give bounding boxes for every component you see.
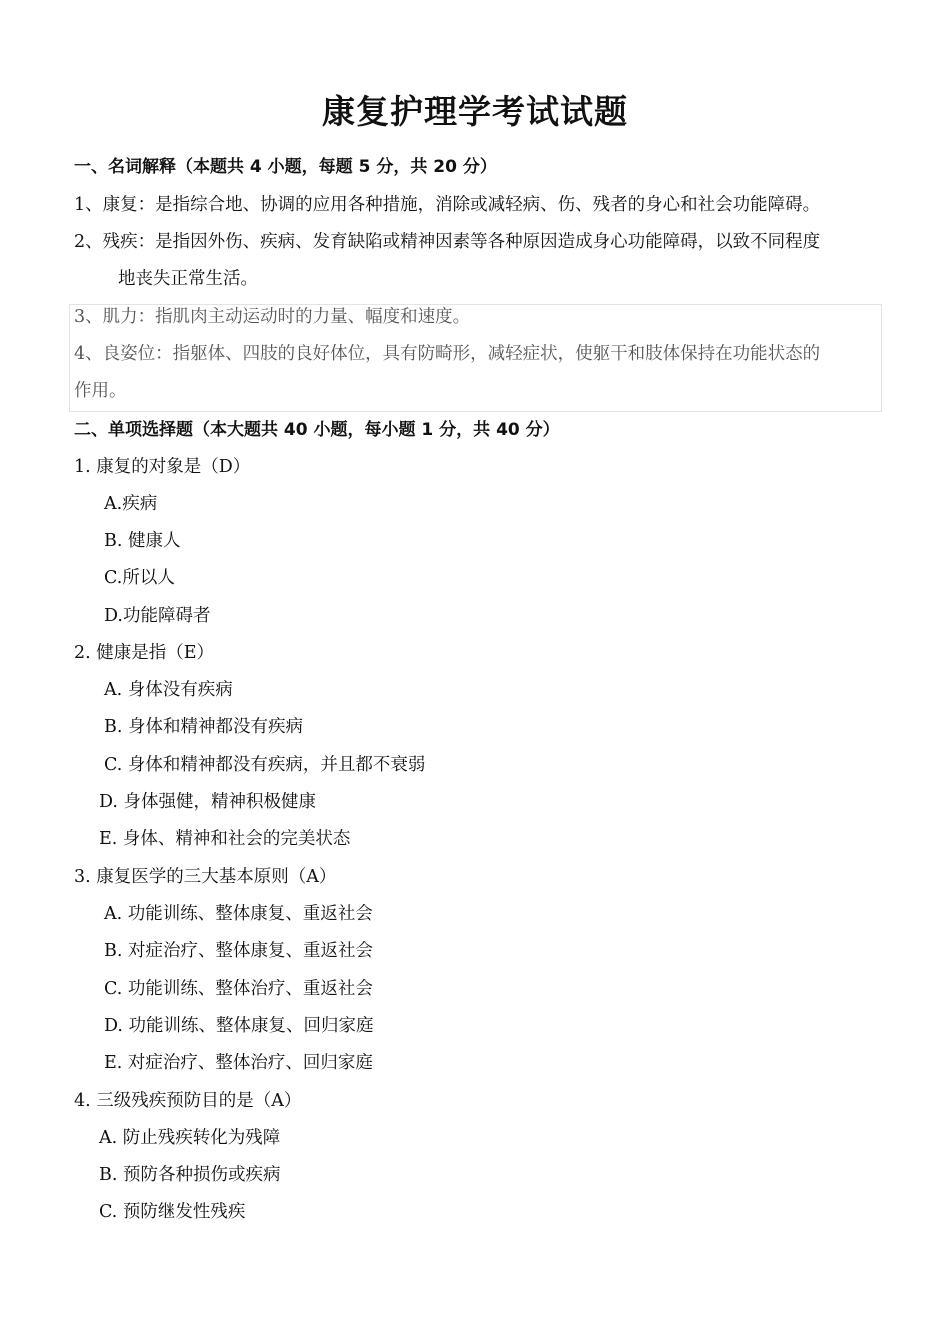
question-option: D. 身体强健，精神积极健康	[99, 792, 317, 812]
section-heading-choice: 二、单项选择题（本大题共 40 小题，每小题 1 分，共 40 分）	[74, 420, 560, 440]
question-option: B. 身体和精神都没有疾病	[104, 717, 303, 737]
definition-item-continuation: 地丧失正常生活。	[118, 269, 258, 289]
definition-item: 4、良姿位：指躯体、四肢的良好体位，具有防畸形，减轻症状，使躯干和肢体保持在功能状态的	[74, 344, 821, 364]
question-option: B. 健康人	[104, 531, 181, 551]
section-heading-definitions: 一、名词解释（本题共 4 小题，每题 5 分，共 20 分）	[74, 157, 497, 177]
question-option: B. 预防各种损伤或疾病	[99, 1165, 281, 1185]
question-option: A.疾病	[104, 494, 158, 514]
definition-item-continuation: 作用。	[74, 381, 127, 401]
question-option: A. 身体没有疾病	[104, 680, 233, 700]
definition-item: 2、残疾：是指因外伤、疾病、发育缺陷或精神因素等各种原因造成身心功能障碍，以致不同程度	[74, 232, 821, 252]
question-stem: 1. 康复的对象是（D）	[74, 457, 251, 477]
definition-item: 3、肌力：指肌肉主动运动时的力量、幅度和速度。	[74, 307, 471, 327]
question-option: E. 对症治疗、整体治疗、回归家庭	[104, 1053, 373, 1073]
document-title: 康复护理学考试试题	[322, 92, 628, 131]
question-option: E. 身体、精神和社会的完美状态	[99, 829, 351, 849]
question-option: D. 功能训练、整体康复、回归家庭	[104, 1016, 374, 1036]
question-stem: 3. 康复医学的三大基本原则（A）	[74, 867, 337, 887]
question-option: A. 功能训练、整体康复、重返社会	[104, 904, 373, 924]
question-option: C. 功能训练、整体治疗、重返社会	[104, 979, 373, 999]
question-option: D.功能障碍者	[104, 606, 211, 626]
question-option: C.所以人	[104, 568, 175, 588]
definition-item: 1、康复：是指综合地、协调的应用各种措施，消除或减轻病、伤、残者的身心和社会功能障碍。	[74, 195, 821, 215]
question-stem: 4. 三级残疾预防目的是（A）	[74, 1091, 302, 1111]
question-option: B. 对症治疗、整体康复、重返社会	[104, 941, 373, 961]
question-option: A. 防止残疾转化为残障	[99, 1128, 281, 1148]
question-stem: 2. 健康是指（E）	[74, 643, 215, 663]
question-option: C. 预防继发性残疾	[99, 1202, 246, 1222]
question-option: C. 身体和精神都没有疾病，并且都不衰弱	[104, 755, 426, 775]
